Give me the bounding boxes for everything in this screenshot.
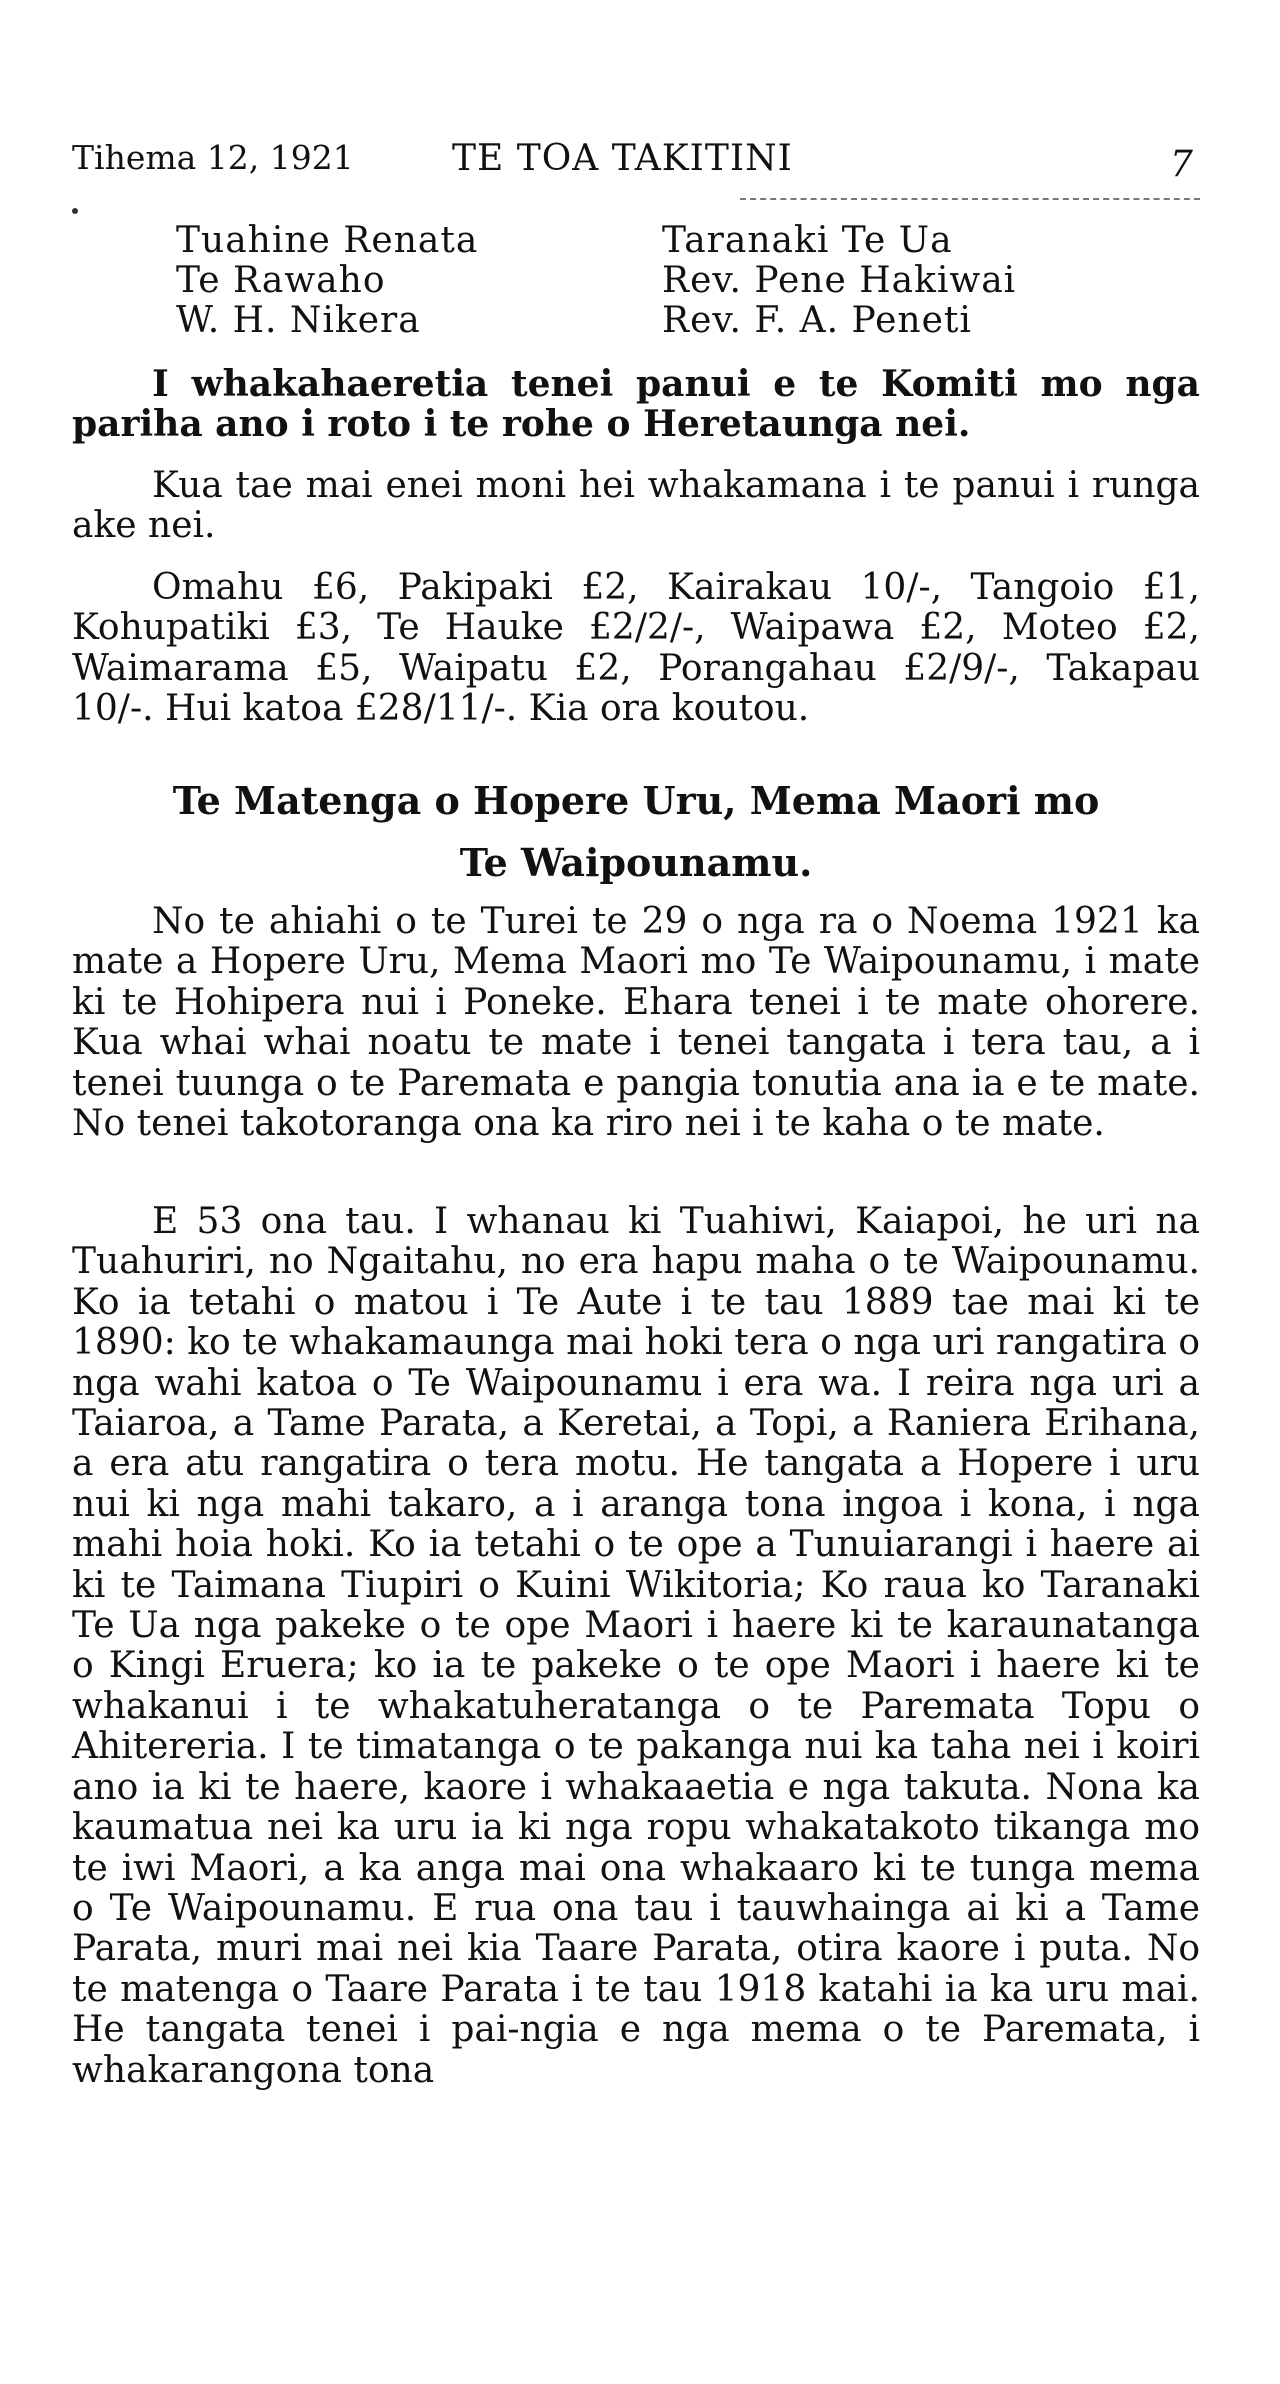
signatory-list [176, 220, 1176, 340]
intro-block [72, 466, 1200, 547]
page-number: 7 [1170, 144, 1193, 185]
signatory-row [176, 300, 1176, 340]
donations-block [72, 568, 1200, 730]
committee-notice: I whakahaeretia tenei panui e te Komiti mo nga pariha ano i roto i te rohe o Heretaunga nei. [72, 363, 1200, 446]
signatory-row [176, 220, 1176, 260]
article-heading [72, 770, 1200, 894]
signatory-name: Te Rawaho [176, 260, 386, 301]
article-paragraph: E 53 ona tau. I whanau ki Tuahiwi, Kaiapoi, he uri na Tuahuriri, no Ngaitahu, no era hapu maha o te Waipounamu. Ko ia tetahi o matou i Te Aute i te tau 1889 tae mai ki te 1890: ko te whakamaunga mai hoki tera o nga uri rangatira o nga wahi katoa o Te Waipounamu i era wa. I reira nga uri a Taiaroa, a Tame Parata, a Keretai, a Topi, a Raniera Erihana, a era atu rangatira o tera motu. He tangata a Hopere i uru nui ki nga mahi takaro, a i aranga tona ingoa i kona, i nga mahi hoia hoki. Ko ia tetahi o te ope a Tunuiarangi i haere ai ki te Taimana Tiupiri o Kuini Wikitoria; Ko raua ko Taranaki Te Ua nga pakeke o te ope Maori i haere ki te karaunatanga o Kingi Eruera; ko ia te pakeke o te ope Maori i haere ki te whakanui i te whakatuheratanga o te Paremata Topu o Ahitereria. I te timatanga o te pakanga nui ka taha nei i koiri ano ia ki te haere, kaore i whakaaetia e nga takuta. Nona ka kaumatua nei ka uru ia ki nga ropu whakatakoto tikanga mo te iwi Maori, a ka anga mai ona whakaaro ki te tunga mema o Te Waipounamu. E rua ona tau i tauwhainga ai ki a Tame Parata, muri mai nei kia Taare Parata, otira kaore i puta. No te matenga o Taare Parata i te tau 1918 katahi ia ka uru mai. He tangata tenei i pai-ngia e nga mema o te Paremata, i whakarangona tona [72, 1201, 1200, 2091]
header-date: Tihema 12, 1921 [72, 138, 354, 177]
header-rule [740, 198, 1200, 200]
signatory-row [176, 260, 1176, 300]
article-paragraph-2-block [72, 1202, 1200, 2091]
signatory-name: Rev. F. A. Peneti [662, 300, 972, 341]
stray-dot [72, 208, 78, 214]
signatory-name: Rev. Pene Hakiwai [662, 260, 1017, 301]
header-title: TE TOA TAKITINI [452, 138, 793, 179]
notice-block [72, 364, 1200, 445]
page-header [72, 138, 1202, 185]
article-heading-line: Te Matenga o Hopere Uru, Mema Maori mo [172, 778, 1100, 823]
signatory-name: W. H. Nikera [176, 300, 421, 341]
intro-paragraph: Kua tae mai enei moni hei whakamana i te panui i runga ake nei. [72, 465, 1200, 547]
signatory-name: Tuahine Renata [176, 220, 479, 261]
signatory-name: Taranaki Te Ua [662, 220, 953, 261]
donations-paragraph: Omahu £6, Pakipaki £2, Kairakau 10/-, Tangoio £1, Kohupatiki £3, Te Hauke £2/2/-, Waipawa £2, Moteo £2, Waimarama £5, Waipatu £2, Porangahau £2/9/-, Takapau 10/-. Hui katoa £28/11/-. Kia ora koutou. [72, 567, 1200, 730]
article-paragraph-1-block [72, 902, 1200, 1144]
article-paragraph: No te ahiahi o te Turei te 29 o nga ra o Noema 1921 ka mate a Hopere Uru, Mema Maori mo Te Waipounamu, i mate ki te Hohipera nui i Poneke. Ehara tenei i te mate ohorere. Kua whai whai noatu te mate i tenei tangata i tera tau, a i tenei tuunga o te Paremata e pangia tonutia ana ia e te mate. No tenei takotoranga ona ka riro nei i te kaha o te mate. [72, 901, 1200, 1145]
article-heading-line: Te Waipounamu. [459, 840, 813, 885]
